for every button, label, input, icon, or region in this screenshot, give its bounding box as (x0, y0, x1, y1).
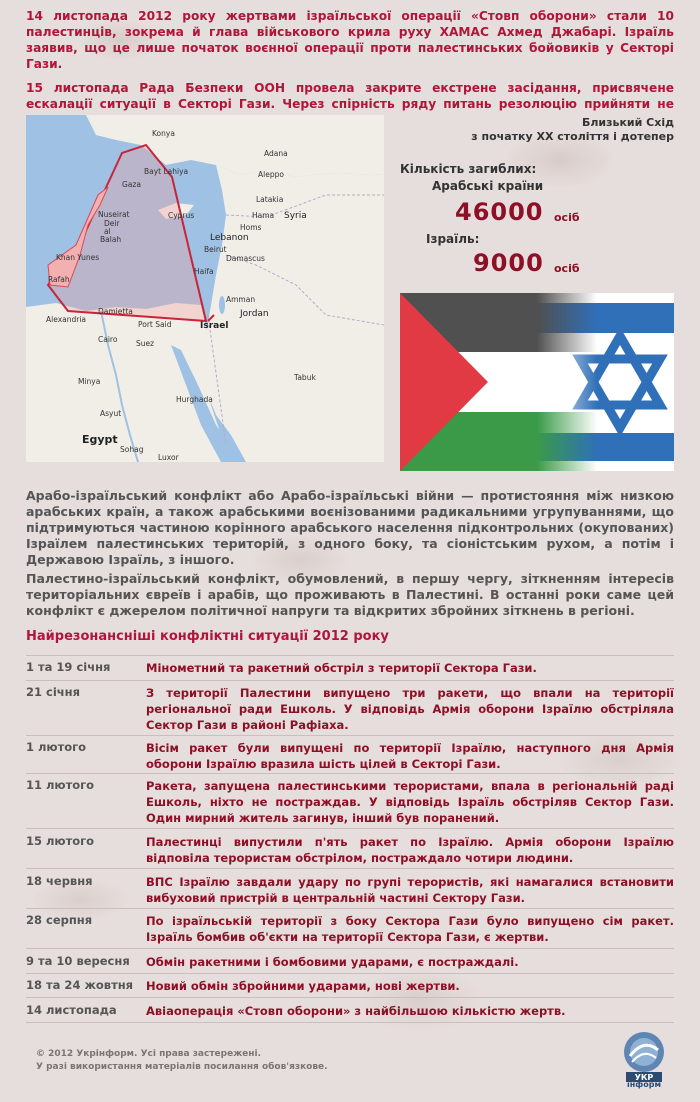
event-description: Обмін ракетними і бомбовими ударами, є постраждалі. (146, 955, 519, 969)
event-description: Вісім ракет були випущені по території Ізраїлю, наступного дня Армія оборони Ізраїлю вразила шість цілей в Секторі Гази. (146, 741, 674, 771)
map-label-alexandria: Alexandria (46, 315, 87, 324)
event-description: З території Палестини випущено три ракети, що впали на території регіональної ради Ешколь. У відповідь Армія оборони Ізраїлю обстріляла Сектор Гази в районі Рафіаха. (146, 686, 674, 732)
map-label-damietta: Damietta (98, 307, 133, 316)
event-date: 18 червня (26, 874, 93, 888)
conflict-definition-paragraph: Арабо-ізраїльський конфлікт або Арабо-ізраїльські війни — протистояння між низкою арабських країн, а також арабськими воєнізованими радикальними угрупуваннями, що підтримуються частиною корінного арабського населення підконтрольних (окупованих) Ізраїлем палестинських територій, з одного боку, та сіоністським рухом, а потім і Державою Ізраїль, з іншого. (26, 488, 674, 567)
deaths-title: Кількість загиблих: (400, 162, 537, 176)
map-label-hurghada: Hurghada (176, 395, 213, 404)
separator (26, 773, 674, 774)
palestine-israel-flags (400, 293, 674, 471)
map-label-suez: Suez (136, 339, 155, 348)
separator (26, 997, 674, 998)
separator (26, 735, 674, 736)
event-description: Ракета, запущена палестинськими терористами, впала в регіональній раді Ешколь, ніхто не постраждав. У відповідь Ізраїль обстріляв Сектор Гази. Один мирний житель загинув, інший був поранений. (146, 779, 674, 825)
map-label-egypt: Egypt (82, 433, 118, 446)
event-date: 9 та 10 вересня (26, 954, 130, 968)
events-section-title: Найрезонансніші конфліктні ситуації 2012 року (26, 629, 389, 644)
separator (26, 908, 674, 909)
separator (26, 828, 674, 829)
israel-label: Ізраїль: (426, 232, 480, 246)
map-label-cyprus: Cyprus (168, 211, 195, 220)
map-label-syria: Syria (284, 211, 307, 221)
event-date: 1 та 19 січня (26, 660, 111, 674)
map-label-asyut: Asyut (100, 409, 122, 418)
arab-deaths-unit: осіб (554, 211, 580, 224)
flags-image (400, 293, 674, 471)
stats-header (400, 116, 674, 144)
intro-paragraph-2: 15 листопада Рада Безпеки ООН провела закрите екстрене засідання, присвячене ескалації ситуації в Секторі Гази. Через спірність ряду питань резолюцію прийняти не (26, 81, 674, 111)
arab-deaths-value: 46000 (455, 198, 544, 226)
map-label-hama: Hama (252, 211, 275, 220)
event-description: Палестинці випустили п'ять ракет по Ізраїлю. Армія оборони Ізраїлю відповіла терористам обстрілом, постраждало чотири людини. (146, 835, 674, 865)
stats-header-line2: з початку ХХ століття і дотепер (471, 130, 674, 143)
event-date: 1 лютого (26, 740, 87, 754)
map-label-khan-yunes: Khan Yunes (56, 253, 100, 262)
separator (26, 948, 674, 949)
map-label-adana: Adana (264, 149, 288, 158)
copyright-line: © 2012 Укрінформ. Усі права застережені. (36, 1049, 261, 1059)
event-description: ВПС Ізраїлю завдали удару по групі терористів, які намагалися встановити вибуховий пристрій в центральній частині Сектору Гази. (146, 875, 674, 905)
separator (26, 868, 674, 869)
map-label-lebanon: Lebanon (210, 233, 249, 243)
stats-header-line1: Близький Схід (581, 116, 674, 129)
event-date: 21 січня (26, 685, 80, 699)
separator (26, 655, 674, 656)
attribution-line: У разі використання матеріалів посилання обов'язкове. (36, 1062, 328, 1072)
map-label-israel: Israel (200, 321, 229, 331)
map-label-konya: Konya (152, 129, 175, 138)
map-graphic (26, 115, 384, 462)
map-label-rafah: Rafah (48, 275, 70, 284)
map-label-amman: Amman (226, 295, 256, 304)
map-label-gaza: Gaza (122, 180, 141, 189)
event-date: 11 лютого (26, 778, 95, 792)
map-label-bayt-lahiya: Bayt Lahiya (144, 167, 189, 176)
map-label-port-said: Port Said (138, 320, 172, 329)
map-label-aleppo: Aleppo (258, 170, 284, 179)
map-label-al: al (104, 227, 111, 236)
map-label-luxor: Luxor (158, 453, 179, 462)
map-label-sohag: Sohag (120, 445, 144, 454)
event-description: По ізраїльській території з боку Сектора Гази було випущено сім ракет. Ізраїль бомбив об'єкти на території Сектора Гази, є жертви. (146, 914, 674, 944)
region-map (26, 115, 384, 462)
israel-deaths-unit: осіб (554, 262, 580, 275)
event-date: 14 листопада (26, 1003, 117, 1017)
event-description: Новий обмін збройними ударами, нові жертви. (146, 979, 460, 993)
logo-badge: УКР (634, 1073, 654, 1082)
map-label-nuseirat: Nuseirat (98, 210, 130, 219)
israel-deaths-value: 9000 (473, 249, 544, 277)
map-label-cairo: Cairo (98, 335, 118, 344)
logo-text: інформ (627, 1080, 661, 1089)
separator (26, 680, 674, 681)
event-description: Мінометний та ракетний обстріл з території Сектора Гази. (146, 661, 537, 675)
intro-paragraph-1: 14 листопада 2012 року жертвами ізраїльської операції «Стовп оборони» стали 10 палестинців, зокрема й глава військового крила руху ХАМАС Ахмед Джабарі. Ізраїль заявив, що це лише початок воєнної операції проти палестинських бойовиків у Секторі Гази. (26, 9, 674, 71)
map-label-beirut: Beirut (204, 245, 227, 254)
map-label-balah: Balah (100, 235, 122, 244)
event-date: 15 лютого (26, 834, 95, 848)
map-label-deir: Deir (104, 219, 120, 228)
event-date: 18 та 24 жовтня (26, 978, 134, 992)
separator (26, 973, 674, 974)
map-label-haifa: Haifa (194, 267, 214, 276)
copyright-footer (36, 1048, 328, 1074)
event-description: Авіаоперація «Стовп оборони» з найбільшою кількістю жертв. (146, 1004, 566, 1018)
map-label-damascus: Damascus (226, 254, 265, 263)
separator (26, 1022, 674, 1023)
map-label-tabuk: Tabuk (294, 373, 316, 382)
map-label-jordan: Jordan (240, 309, 269, 319)
map-label-latakia: Latakia (256, 195, 284, 204)
arab-countries-label: Арабські країни (432, 179, 544, 193)
map-label-homs: Homs (240, 223, 262, 232)
map-label-minya: Minya (78, 377, 101, 386)
event-date: 28 серпня (26, 913, 93, 927)
palestine-conflict-paragraph: Палестино-ізраїльський конфлікт, обумовлений, в першу чергу, зіткненням інтересів територіальних євреїв і арабів, що проживають в Палестині. В останні роки саме цей конфлікт є джерелом політичної напруги та відкритих збройних зіткнень в регіоні. (26, 571, 674, 618)
